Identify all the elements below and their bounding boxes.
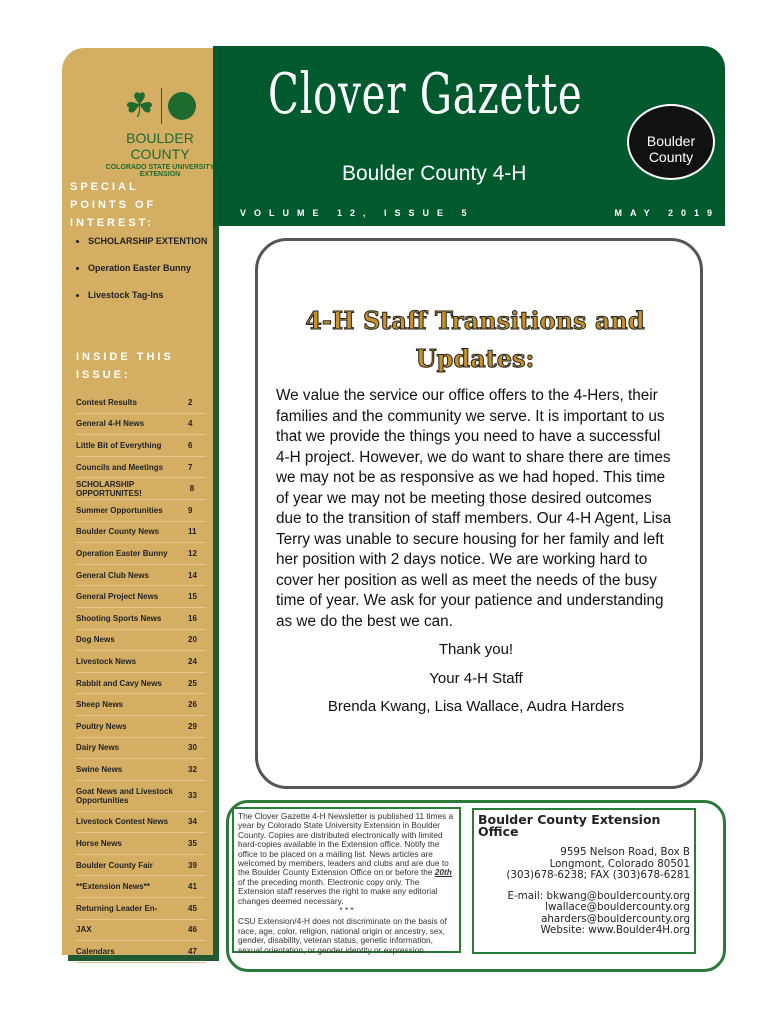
notice-separator: * * * bbox=[339, 905, 354, 916]
toc-entry[interactable] bbox=[76, 457, 206, 479]
article-signoff: Your 4-H Staff bbox=[429, 669, 523, 687]
toc-title: Boulder County Fair bbox=[76, 860, 153, 870]
toc-entry[interactable] bbox=[76, 694, 206, 716]
toc-page: 32 bbox=[188, 764, 197, 774]
toc-entry[interactable] bbox=[76, 738, 206, 760]
article-thanks: Thank you! bbox=[438, 641, 514, 658]
toc-page: 12 bbox=[188, 548, 197, 558]
toc-entry[interactable] bbox=[76, 522, 206, 544]
logo-university: COLORADO STATE UNIVERSITY bbox=[105, 164, 215, 171]
special-points-list bbox=[48, 234, 208, 315]
toc-page: 25 bbox=[188, 678, 197, 688]
toc-title: General Club News bbox=[76, 570, 149, 580]
toc-page: 47 bbox=[188, 947, 197, 957]
clover-icon: ☘ bbox=[124, 87, 155, 125]
publication-notice bbox=[232, 807, 461, 953]
office-contact bbox=[472, 808, 696, 954]
logo-unit: EXTENSION bbox=[139, 171, 181, 178]
toc-title: Dairy News bbox=[76, 743, 120, 753]
toc-page: 45 bbox=[188, 903, 197, 913]
nondiscrimination-statement: CSU Extension/4-H does not discriminate on the basis of race, age, color, religion, national origin or ancestry, sex, gender, disability, veteran status, genetic information, sexual orientation, or gender identity or expression. bbox=[238, 916, 447, 955]
toc-title: Rabbit and Cavy News bbox=[76, 678, 162, 688]
toc-page: 15 bbox=[188, 592, 197, 602]
article-names: Brenda Kwang, Lisa Wallace, Audra Harders bbox=[327, 698, 625, 715]
toc-entry[interactable] bbox=[76, 630, 206, 652]
toc-page: 9 bbox=[188, 505, 193, 515]
toc-page: 14 bbox=[188, 570, 197, 580]
office-email[interactable]: E-mail: bkwang@bouldercounty.org bbox=[507, 889, 690, 902]
newsletter-title: Clover Gazette bbox=[268, 62, 583, 127]
toc-page: 24 bbox=[188, 656, 197, 666]
toc-title: Goat News and Livestock Opportunities bbox=[76, 786, 173, 805]
toc-title: General 4-H News bbox=[76, 419, 145, 429]
newsletter-subtitle: Boulder County 4-H bbox=[342, 162, 527, 185]
toc-page: 6 bbox=[188, 440, 193, 450]
toc-entry[interactable] bbox=[76, 608, 206, 630]
toc-page: 7 bbox=[188, 462, 193, 472]
toc-title: Livestock News bbox=[76, 656, 137, 666]
toc-entry[interactable] bbox=[76, 392, 206, 414]
office-phone: (303)678-6238; FAX (303)678-6281 bbox=[506, 869, 690, 881]
article-text: We value the service our office offers to the 4-Hers, their families and the community we serve. It is important to us that we provide the things you need to have a successful 4-H project. However, we do want to share there are times we may not be as responsive as we had hoped. This time of year we may not be meeting those desired outcomes due to the transition of staff members. Our 4-H Agent, Lisa Terry was unable to secure housing for her family and left her position with 2 days notice. We are working hard to cover her position as well as meet the needs of the busy time of year. We ask for your patience and understanding as we do the best we can. bbox=[276, 387, 672, 630]
toc-entry[interactable] bbox=[76, 586, 206, 608]
office-website[interactable]: Website: www.Boulder4H.org bbox=[540, 924, 690, 936]
toc-title: JAX bbox=[76, 925, 92, 935]
special-point: • SCHOLARSHIP EXTENTION bbox=[88, 234, 208, 249]
toc-page: 20 bbox=[188, 635, 197, 645]
toc-entry[interactable] bbox=[76, 920, 206, 942]
toc-page: 41 bbox=[188, 882, 197, 892]
article-title: 4-H Staff Transitions and Updates: bbox=[305, 306, 645, 373]
special-point: • Operation Easter Bunny bbox=[88, 261, 208, 276]
special-point: • Livestock Tag-Ins bbox=[88, 288, 208, 303]
toc-entry[interactable] bbox=[76, 876, 206, 898]
toc-title: Little Bit of Everything bbox=[76, 440, 162, 450]
toc-entry[interactable] bbox=[76, 435, 206, 457]
toc-entry[interactable] bbox=[76, 673, 206, 695]
toc-entry[interactable] bbox=[76, 941, 206, 963]
toc-entry[interactable] bbox=[76, 781, 206, 812]
toc-title: Sheep News bbox=[76, 700, 124, 710]
toc-entry[interactable] bbox=[76, 759, 206, 781]
toc-title: SCHOLARSHIP OPPORTUNITES! bbox=[76, 479, 142, 498]
toc-entry[interactable] bbox=[76, 500, 206, 522]
toc-title: Councils and Meetings bbox=[76, 462, 164, 472]
toc-page: 30 bbox=[188, 743, 197, 753]
office-city: Longmont, Colorado 80501 bbox=[549, 857, 690, 870]
toc-page: 33 bbox=[188, 791, 197, 801]
toc-title: Shooting Sports News bbox=[76, 613, 162, 623]
toc-title: Livestock Contest News bbox=[76, 817, 169, 827]
toc-title: **Extension News** bbox=[76, 882, 150, 892]
toc-page: 26 bbox=[188, 700, 197, 710]
toc-page: 34 bbox=[188, 817, 197, 827]
toc-entry[interactable] bbox=[76, 414, 206, 436]
toc-entry[interactable] bbox=[76, 651, 206, 673]
toc-entry[interactable] bbox=[76, 565, 206, 587]
toc-entry[interactable] bbox=[76, 543, 206, 565]
toc-entry[interactable] bbox=[76, 898, 206, 920]
toc-entry[interactable] bbox=[76, 812, 206, 834]
logo-text: Boulder County bbox=[646, 133, 696, 165]
office-email[interactable]: aharders@bouldercounty.org bbox=[541, 912, 690, 925]
toc-page: 16 bbox=[188, 613, 197, 623]
toc-page: 2 bbox=[188, 397, 193, 407]
csu-ram-icon bbox=[168, 92, 196, 120]
toc-title: Contest Results bbox=[76, 397, 137, 407]
logo-org: BOULDER COUNTY bbox=[126, 130, 194, 162]
toc-title: Dog News bbox=[76, 635, 115, 645]
toc-title: Summer Opportunities bbox=[76, 505, 163, 515]
toc-entry[interactable] bbox=[76, 833, 206, 855]
toc-page: 46 bbox=[188, 925, 197, 935]
toc-title: Swine News bbox=[76, 764, 123, 774]
toc-title: Poultry News bbox=[76, 721, 127, 731]
toc-page: 4 bbox=[188, 419, 193, 429]
toc-page: 29 bbox=[188, 721, 197, 731]
toc-page: 8 bbox=[189, 484, 195, 494]
table-of-contents bbox=[76, 392, 206, 963]
toc-title: Returning Leader En- bbox=[76, 903, 158, 913]
toc-title: Horse News bbox=[76, 839, 122, 849]
boulder-county-logo bbox=[627, 104, 715, 180]
toc-title: Operation Easter Bunny bbox=[76, 548, 168, 558]
notice-text: of the preceding month. Electronic copy only. The Extension staff reserves the right to make any editorial changes deemed necessary. bbox=[238, 876, 438, 906]
notice-text: The Clover Gazette 4-H Newsletter is published 11 times a year by Colorado State University Extension in Boulder County. Copies are distributed electronically with limited hard-copies available in the Extension office. Notify the office to be placed on a mailing list. News articles are welcomed by members, leaders and clubs and are due to the Boulder County Extension Office on or before the bbox=[238, 811, 454, 878]
toc-title: Boulder County News bbox=[76, 527, 160, 537]
office-title: Boulder County Extension Office bbox=[478, 812, 661, 839]
article-body bbox=[276, 386, 676, 718]
issue-date: MAY 2019 bbox=[614, 208, 720, 218]
volume-issue: VOLUME 12, ISSUE 5 bbox=[240, 208, 475, 218]
office-email[interactable]: lwallace@bouldercounty.org bbox=[545, 901, 690, 913]
inside-issue-heading: INSIDE THIS ISSUE: bbox=[76, 351, 174, 381]
toc-entry[interactable] bbox=[76, 855, 206, 877]
4h-csu-logo bbox=[100, 88, 220, 178]
toc-entry[interactable] bbox=[76, 478, 206, 500]
toc-title: Calendars bbox=[76, 947, 115, 957]
toc-page: 39 bbox=[188, 860, 197, 870]
toc-page: 35 bbox=[188, 839, 197, 849]
notice-deadline: 20th bbox=[434, 867, 452, 878]
office-address: 9595 Nelson Road, Box B bbox=[560, 846, 690, 858]
toc-entry[interactable] bbox=[76, 716, 206, 738]
toc-title: General Project News bbox=[76, 592, 159, 602]
special-points-heading: SPECIAL POINTS OF INTEREST: bbox=[70, 181, 157, 229]
toc-page: 11 bbox=[188, 527, 197, 537]
